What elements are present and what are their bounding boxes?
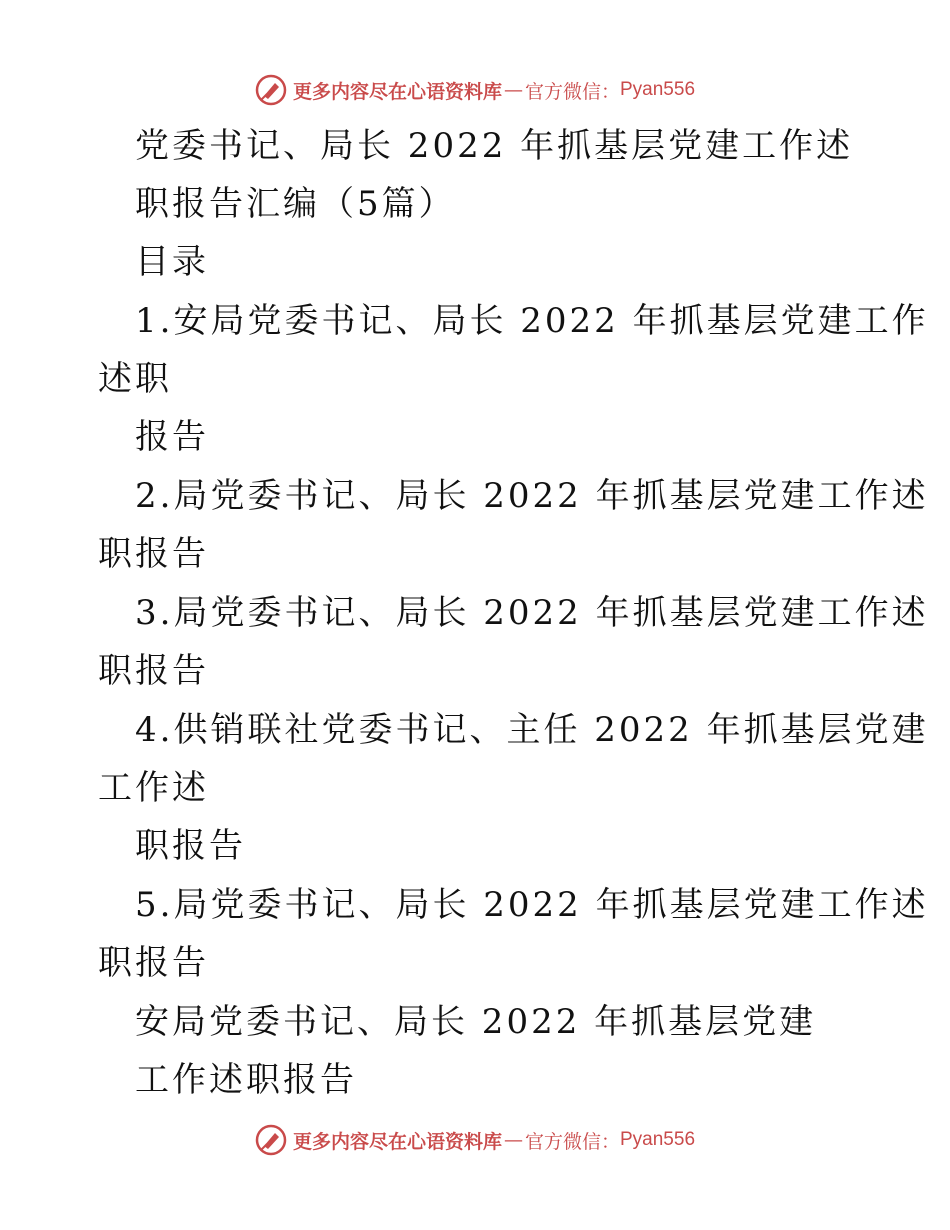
watermark-text: 更多内容尽在心语资料库 — [292, 1130, 502, 1153]
toc-item-2-line2: 职报告 — [98, 534, 209, 574]
watermark-official: 官方微信： — [524, 80, 620, 103]
toc-item-3-line1: 3.局党委书记、局长 2022 年抓基层党建工作述 — [135, 593, 929, 633]
toc-item-1-line3: 报告 — [135, 417, 209, 457]
section-title-line2: 工作述职报告 — [135, 1060, 357, 1100]
toc-item-1-line2: 述职 — [98, 359, 172, 399]
watermark-official: 官方微信： — [524, 1130, 620, 1153]
toc-item-5-line2: 职报告 — [98, 943, 209, 983]
toc-item-5-line1: 5.局党委书记、局长 2022 年抓基层党建工作述 — [135, 885, 929, 925]
toc-item-4-line1: 4.供销联社党委书记、主任 2022 年抓基层党建 — [135, 710, 929, 750]
section-title-line1: 安局党委书记、局长 2022 年抓基层党建 — [135, 1002, 817, 1042]
watermark-id: Pyan556 — [620, 1129, 696, 1150]
pen-logo-icon — [255, 1124, 287, 1156]
watermark-text: 更多内容尽在心语资料库 — [292, 80, 502, 103]
watermark-id: Pyan556 — [620, 79, 696, 100]
toc-item-2-line1: 2.局党委书记、局长 2022 年抓基层党建工作述 — [135, 476, 929, 516]
toc-item-1-line1: 1.安局党委书记、局长 2022 年抓基层党建工作 — [135, 301, 929, 341]
toc-item-4-line3: 职报告 — [135, 826, 246, 866]
toc-item-3-line2: 职报告 — [98, 651, 209, 691]
toc-heading: 目录 — [135, 242, 209, 282]
toc-item-4-line2: 工作述 — [98, 768, 209, 808]
footer-watermark — [0, 1120, 950, 1160]
doc-title-line1: 党委书记、局长 2022 年抓基层党建工作述 — [135, 126, 854, 166]
watermark-dash: — — [503, 79, 523, 101]
pen-logo-icon — [255, 74, 287, 106]
header-watermark — [0, 70, 950, 110]
doc-title-line2: 职报告汇编（5篇） — [135, 184, 456, 224]
watermark-dash: — — [503, 1129, 523, 1151]
